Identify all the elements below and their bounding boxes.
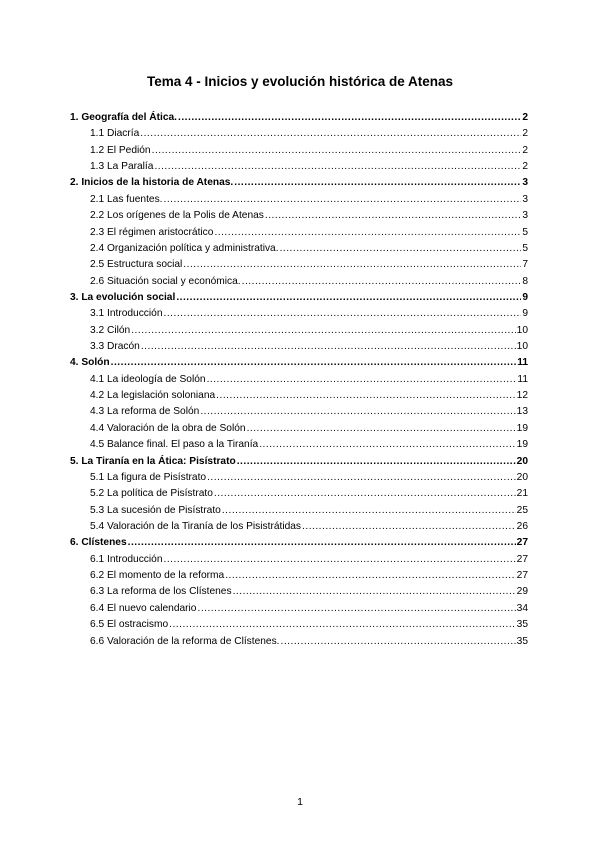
toc-dot-leader (280, 241, 522, 257)
toc-entry-page: 35 (516, 619, 528, 631)
toc-section-entry[interactable] (70, 110, 528, 126)
toc-entry-label: 6.5 El ostracismo (90, 619, 169, 631)
toc-entry-page: 9 (522, 308, 528, 320)
toc-entry-page: 34 (516, 602, 528, 614)
toc-entry-label: 3.1 Introducción (90, 308, 163, 320)
toc-entry-page: 27 (516, 570, 528, 582)
toc-section-entry[interactable] (70, 290, 528, 306)
toc-entry-page: 26 (516, 520, 528, 532)
toc-entry-label: 4.2 La legislación soloniana (90, 390, 216, 402)
toc-entry-label: 6.3 La reforma de los Clístenes (90, 586, 232, 598)
toc-dot-leader (214, 225, 521, 241)
toc-entry-label: 1.3 La Paralía (90, 161, 154, 173)
toc-entry-page: 8 (522, 275, 528, 287)
toc-entry-label: 5.2 La política de Pisístrato (90, 488, 213, 500)
toc-dot-leader (131, 323, 515, 339)
toc-subsection-entry[interactable] (70, 208, 528, 224)
toc-subsection-entry[interactable] (70, 143, 528, 159)
toc-entry-page: 9 (522, 291, 528, 303)
table-of-contents (70, 110, 528, 650)
toc-entry-page: 5 (522, 242, 528, 254)
toc-subsection-entry[interactable] (70, 306, 528, 322)
toc-entry-page: 21 (516, 488, 528, 500)
toc-entry-page: 25 (516, 504, 528, 516)
toc-dot-leader (152, 143, 522, 159)
toc-subsection-entry[interactable] (70, 601, 528, 617)
toc-dot-leader (234, 175, 521, 191)
toc-dot-leader (140, 126, 521, 142)
toc-entry-page: 3 (522, 177, 528, 189)
toc-entry-page: 3 (522, 193, 528, 205)
toc-entry-label: 2.6 Situación social y económica. (90, 275, 241, 287)
toc-subsection-entry[interactable] (70, 388, 528, 404)
toc-entry-label: 4. Solón (70, 357, 110, 369)
toc-entry-page: 35 (516, 635, 528, 647)
toc-subsection-entry[interactable] (70, 404, 528, 420)
toc-dot-leader (233, 584, 516, 600)
toc-dot-leader (111, 355, 517, 371)
toc-dot-leader (200, 404, 515, 420)
toc-entry-label: 4.5 Balance final. El paso a la Tiranía (90, 439, 259, 451)
toc-entry-page: 2 (522, 161, 528, 173)
toc-entry-page: 11 (517, 357, 528, 369)
toc-entry-label: 6.2 El momento de la reforma (90, 570, 225, 582)
toc-entry-label: 1. Geografía del Ática. (70, 112, 178, 123)
toc-entry-page: 2 (522, 112, 528, 123)
toc-dot-leader (265, 208, 521, 224)
toc-entry-label: 2.3 El régimen aristocrático (90, 226, 214, 238)
toc-entry-page: 19 (516, 422, 528, 434)
toc-entry-label: 6.1 Introducción (90, 553, 163, 565)
toc-subsection-entry[interactable] (70, 192, 528, 208)
toc-dot-leader (154, 159, 521, 175)
toc-entry-page: 20 (516, 455, 528, 467)
toc-dot-leader (225, 568, 515, 584)
page-number: 1 (297, 796, 303, 808)
toc-entry-page: 13 (516, 406, 528, 418)
toc-subsection-entry[interactable] (70, 159, 528, 175)
toc-entry-page: 27 (516, 553, 528, 565)
toc-dot-leader (247, 421, 516, 437)
toc-dot-leader (164, 192, 522, 208)
toc-dot-leader (214, 486, 516, 502)
toc-dot-leader (222, 503, 516, 519)
toc-subsection-entry[interactable] (70, 126, 528, 142)
toc-entry-label: 3. La evolución social (70, 291, 176, 303)
toc-entry-label: 3.3 Dracón (90, 341, 140, 353)
toc-entry-page: 11 (517, 373, 528, 385)
toc-dot-leader (164, 306, 522, 322)
toc-subsection-entry[interactable] (70, 437, 528, 453)
toc-entry-label: 6.6 Valoración de la reforma de Clístenes. (90, 635, 280, 647)
toc-entry-page: 7 (522, 259, 528, 271)
toc-dot-leader (237, 454, 516, 470)
toc-dot-leader (164, 552, 516, 568)
toc-entry-page: 19 (516, 439, 528, 451)
toc-dot-leader (183, 257, 521, 273)
toc-dot-leader (302, 519, 516, 535)
toc-dot-leader (207, 470, 516, 486)
toc-subsection-entry[interactable] (70, 503, 528, 519)
toc-entry-label: 4.3 La reforma de Solón (90, 406, 200, 418)
toc-subsection-entry[interactable] (70, 584, 528, 600)
toc-section-entry[interactable] (70, 535, 528, 551)
toc-subsection-entry[interactable] (70, 274, 528, 290)
toc-dot-leader (178, 110, 521, 126)
toc-entry-page: 20 (516, 471, 528, 483)
toc-subsection-entry[interactable] (70, 486, 528, 502)
toc-entry-page: 5 (522, 226, 528, 238)
toc-dot-leader (141, 339, 516, 355)
toc-subsection-entry[interactable] (70, 470, 528, 486)
toc-entry-page: 10 (516, 324, 528, 336)
toc-subsection-entry[interactable] (70, 421, 528, 437)
toc-subsection-entry[interactable] (70, 568, 528, 584)
toc-entry-label: 2. Inicios de la historia de Atenas. (70, 177, 234, 189)
toc-dot-leader (176, 290, 521, 306)
toc-entry-label: 6. Clístenes (70, 537, 127, 549)
toc-dot-leader (216, 388, 515, 404)
toc-dot-leader (128, 535, 516, 551)
toc-subsection-entry[interactable] (70, 225, 528, 241)
toc-dot-leader (259, 437, 515, 453)
toc-entry-label: 1.2 El Pedión (90, 144, 151, 156)
toc-section-entry[interactable] (70, 454, 528, 470)
toc-entry-label: 2.2 Los orígenes de la Polis de Atenas (90, 210, 264, 222)
toc-entry-page: 2 (522, 128, 528, 140)
toc-entry-label: 6.4 El nuevo calendario (90, 602, 197, 614)
toc-subsection-entry[interactable] (70, 323, 528, 339)
toc-entry-label: 2.5 Estructura social (90, 259, 183, 271)
toc-subsection-entry[interactable] (70, 552, 528, 568)
toc-subsection-entry[interactable] (70, 617, 528, 633)
toc-section-entry[interactable] (70, 175, 528, 191)
toc-entry-label: 5.1 La figura de Pisístrato (90, 471, 207, 483)
toc-section-entry[interactable] (70, 355, 528, 371)
toc-entry-page: 3 (522, 210, 528, 222)
toc-subsection-entry[interactable] (70, 634, 528, 650)
toc-subsection-entry[interactable] (70, 257, 528, 273)
toc-dot-leader (207, 372, 517, 388)
toc-dot-leader (281, 634, 516, 650)
toc-entry-label: 4.1 La ideología de Solón (90, 373, 206, 385)
toc-subsection-entry[interactable] (70, 519, 528, 535)
toc-entry-label: 5.3 La sucesión de Pisístrato (90, 504, 221, 516)
toc-entry-label: 3.2 Cilón (90, 324, 131, 336)
toc-subsection-entry[interactable] (70, 372, 528, 388)
toc-entry-label: 2.4 Organización política y administrativa. (90, 242, 279, 254)
toc-dot-leader (242, 274, 522, 290)
toc-entry-label: 5.4 Valoración de la Tiranía de los Pisistrátidas (90, 520, 302, 532)
toc-dot-leader (169, 617, 516, 633)
toc-subsection-entry[interactable] (70, 339, 528, 355)
toc-entry-page: 29 (516, 586, 528, 598)
toc-entry-label: 1.1 Diacría (90, 128, 140, 140)
toc-entry-label: 4.4 Valoración de la obra de Solón (90, 422, 246, 434)
document-title: Tema 4 - Inicios y evolución histórica de Atenas (146, 74, 454, 89)
toc-entry-page: 27 (516, 537, 528, 549)
toc-entry-page: 12 (516, 390, 528, 402)
toc-entry-label: 2.1 Las fuentes. (90, 193, 163, 205)
toc-dot-leader (197, 601, 515, 617)
toc-entry-label: 5. La Tiranía en la Ática: Pisístrato (70, 455, 236, 467)
toc-entry-page: 10 (516, 341, 528, 353)
toc-entry-page: 2 (522, 144, 528, 156)
toc-subsection-entry[interactable] (70, 241, 528, 257)
